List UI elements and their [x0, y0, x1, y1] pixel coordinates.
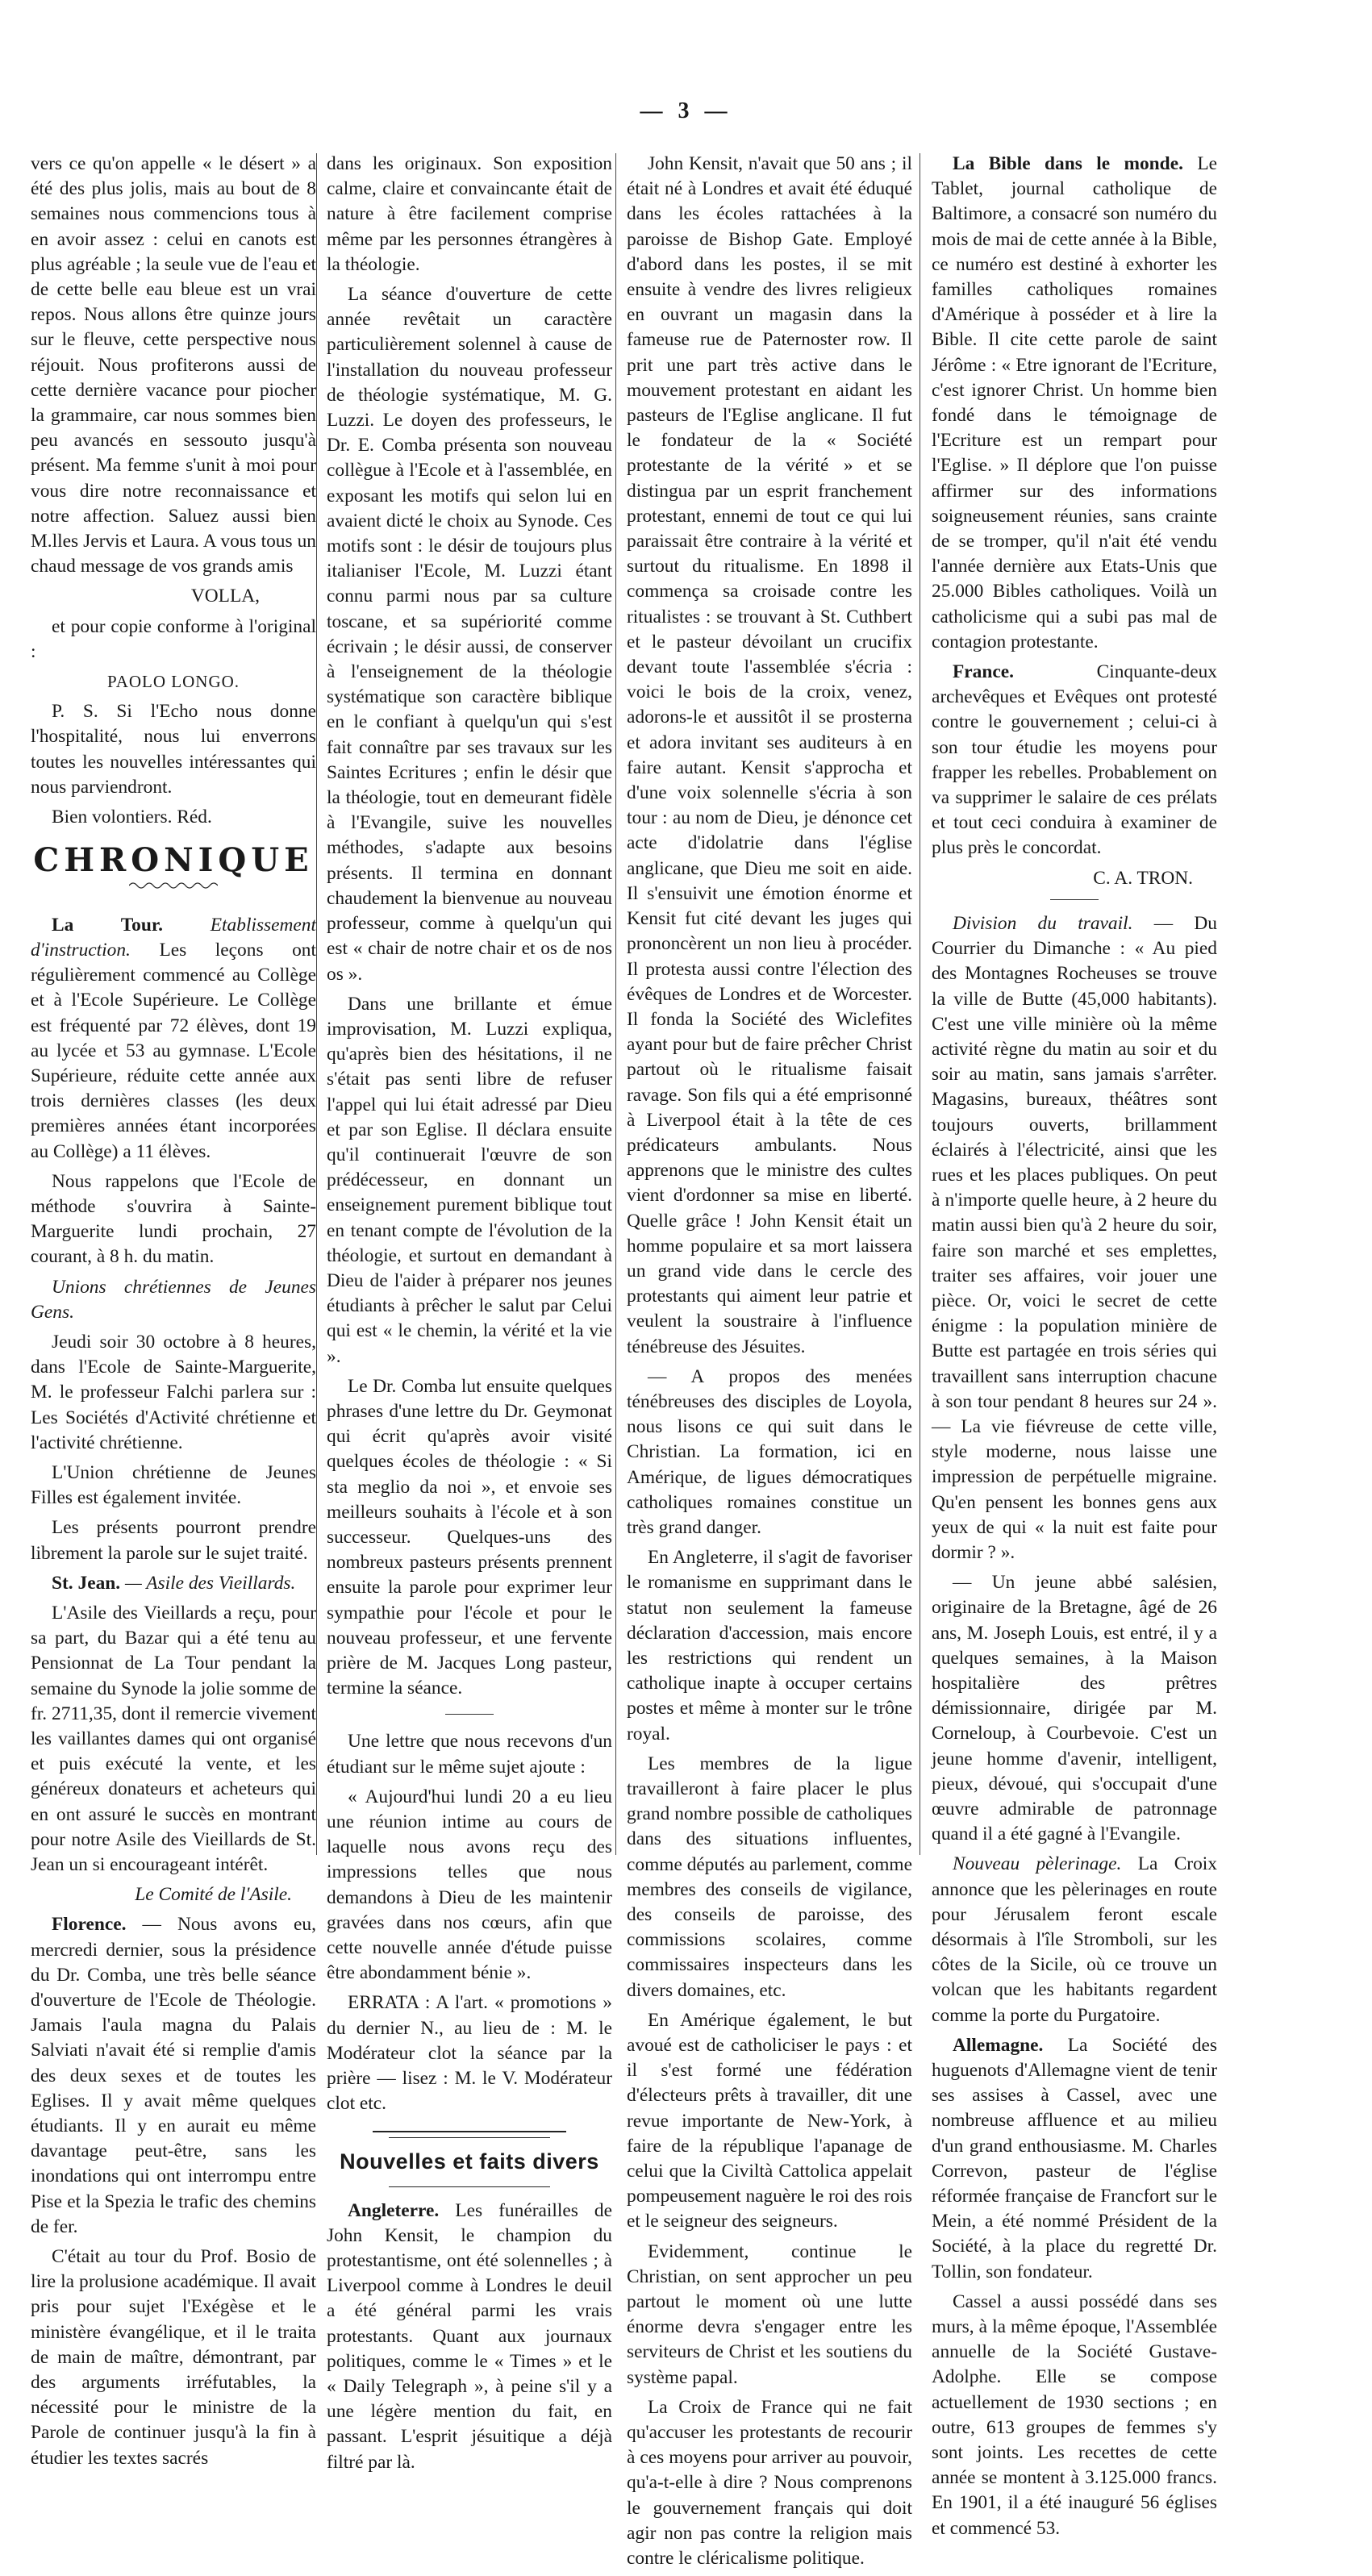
article-text: La séance d'ouverture de cette année revêtait un caractère particulièrement solennel à cause de l'installation du nouveau professeur de théologie systématique, M. G. Luzzi. Le doyen des professeurs, le Dr. E. Comba présenta son nouveau collègue à l'Ecole et à l'assemblée, en exposant les motifs qui selon lui en avaient dicté le choix au Synode. Ces motifs sont : le désir de toujours plus italianiser l'Ecole, M. Luzzi étant connu parmi nous par sa culture toscane, et sa supériorité comme écrivain ; le désir aussi, de conserver à l'enseignement de la théologie systématique son caractère biblique en le confiant à quelqu'un qui s'est fait connaître par ses travaux sur les Saintes Ecritures ; enfin le désir que la théologie, tout en demeurant fidèle à l'Evangile, suive les nouvelles méthodes, s'adapte aux besoins présents. Il termina en donnant chaudement la bienvenue au nouveau professeur, comme à quelqu'un qui est « chair de notre chair et os de nos os ».	[327, 284, 612, 985]
article-text: Dans une brillante et émue improvisation, M. Luzzi expliqua, qu'après bien des hésitations, il ne s'était pas senti libre de refuser l'appel qui lui était adressé par Dieu et par son Eglise. Il déclara ensuite qu'il continuerait l'œuvre de son prédécesseur, en donnant un enseignement purement biblique tout en tenant compte de l'évolution de la théologie, et surtout en demandant à Dieu de l'aider à préparer nos jeunes étudiants à prêcher le salut par Celui qui est « le chemin, la vérité et la vie ».	[327, 993, 612, 1367]
article-text: La Croix de France qui ne fait qu'accuser les protestants de recourir à ces moyens pour arriver au pouvoir, qu'a-t-elle à dire ? Nous comprenons le gouvernement français qui doit agir non pas contre la religion mais contre le cléricalisme politique.	[627, 2396, 912, 2570]
article-france	[932, 660, 1217, 861]
article-presents: Les présents pourront prendre librement la parole sur le sujet traité.	[31, 1517, 316, 1564]
article-st-jean	[31, 1571, 316, 1596]
column-3	[627, 152, 912, 2576]
article-text: — A propos des menées ténébreuses des disciples de Loyola, nous lisons ce qui suit dans le Christian. La formation, ici en Amérique, de ligues démocratiques catholiques romaines constitue un très grand danger.	[627, 1365, 912, 1538]
article-ecole-methode: Nous rappelons que l'Ecole de méthode s'ouvrira à Sainte-Marguerite lundi prochain, 27 courant, à 8 h. du matin.	[31, 1170, 316, 1268]
article-text: dans les originaux. Son exposition calme, claire et convaincante était de nature à être facilement comprise même par les personnes étrangères à la théologie.	[327, 153, 612, 275]
section-text: — Du Courrier du Dimanche : « Au pied des Montagnes Rocheuses se trouve la ville de Butte (45,000 habitants). C'est une ville minière où la même activité règne du matin au soir et du soir au matin, sans jamais s'arrêter. Magasins, bureaux, théâtres sont toujours ouverts, brillamment éclairés à l'électricité, ainsi que les rues et les places publiques. On peut à n'importe quelle heure, à 2 heure du matin aussi bien qu'à 2 heure du soir, faire son marché et ses emplettes, traiter ses affaires, voir jouer une pièce. Or, voici le secret de cette énigme : la population minière de Butte est partagée en trois séries qui travaillent sans interruption chacune à son tour pendant 8 heures sur 24 ». — La vie fiévreuse de cette ville, style moderne, nous laisse une impression de perpétuelle migraine. Qu'en pensent les bonnes gens aux yeux de qui « la nuit est faite pour dormir ? ».	[932, 912, 1217, 1563]
article-angleterre	[327, 2199, 612, 2475]
article-text: Le Dr. Comba lut ensuite quelques phrases d'une lettre du Dr. Geymonat qui écrit qu'après avoir visité quelques écoles de théologie : « Si sta meglio da noi », et envoie ses meilleurs souhaits à l'école et à son successeur. Quelques-uns des nombreux pasteurs présents prennent ensuite la parole pour exprimer leur sympathie pour l'école et pour le nouveau professeur, et une fervente prière de M. Jacques Long pasteur, termine la séance.	[327, 1375, 612, 1699]
letter-text: vers ce qu'on appelle « le désert » a été des plus jolis, mais au bout de 8 semaines nous commencions tous à en avoir assez : celui en canots est plus agréable ; la seule vue de l'eau et de cette belle eau bleue est un vrai repos. Nous allons être quinze jours sur le fleuve, cette perspective nous réjouit. Nous profiterons aussi de cette dernière vacance pour piocher la grammaire, car nous sommes bien peu avancés en sessouto jusqu'à présent. Ma femme s'unit à moi pour vous dire notre reconnaissance et notre affection. Saluez aussi bien M.lles Jervis et Laura. A vous tous un chaud message de vos grands amis	[31, 153, 316, 577]
article-bible	[932, 152, 1217, 655]
article-la-tour	[31, 913, 316, 1165]
section-text: Les leçons ont régulièrement commencé au Collège et à l'Ecole Supérieure. Le Collège est fréquenté par 72 élèves, dont 19 au lycée et 53 au gymnase. L'Ecole Supérieure, réduite cette année aux trois dernières classes (les deux premières années étant incorporées au Collège) a 11 élèves.	[31, 939, 316, 1162]
article-text: « Aujourd'hui lundi 20 a eu lieu une réunion intime au cours de laquelle nous avons reçu des impressions telles que nous demandons à Dieu de les maintenir gravées dans nos cœurs, afin que cette nouvelle année d'étude puisse être abondamment bénie ».	[327, 1786, 612, 1984]
section-head: St. Jean.	[52, 1572, 121, 1594]
section-head: La Tour.	[52, 914, 163, 936]
section-text: La Croix annonce que les pèlerinages en route pour Jérusalem feront escale désormais à l'île Stromboli, sur les côtes de la Sicile, où ce trouve un volcan que les habitants regardent comme la porte du Purgatoire.	[932, 1853, 1217, 2026]
section-text: Les funérailles de John Kensit, le champion du protestantisme, ont été solennelles ; à Liverpool comme à Londres le deuil a été général parmi les vrais protestants. Quant aux journaux politiques, comme le « Times » et le « Daily Telegraph », à peine s'il y a une légère mention du fait, en passant. L'esprit jésuitique a déjà filtré par là.	[327, 2199, 612, 2473]
section-text: — Nous avons eu, mercredi dernier, sous la présidence du Dr. Comba, une très belle séance d'ouverture de l'Ecole de Théologie. Jamais l'aula magna du Palais Salviati n'avait été si remplie d'amis des deux sexes et de toutes les Eglises. Il y avait même quelques étudiants. Il y en aurait eu même davantage peut-être, sans les inondations qui ont interrompu entre Pise et la Spezia le trafic des chemins de fer.	[31, 1914, 316, 2237]
nouvelles-heading: Nouvelles et faits divers	[340, 2149, 599, 2174]
column-2	[327, 152, 612, 2480]
section-text: Le Tablet, journal catholique de Baltimore, a consacré son numéro du mois de mai de cette année à la Bible, ce numéro est destiné à exhorter les familles catholiques romaines d'Amérique à posséder et à lire la Bible. Il cite cette parole de saint Jérôme : « Etre ignorant de l'Ecriture, c'est ignorer Christ. Un homme bien fondé dans le témoignage de l'Ecriture est un rempart pour l'Eglise. » Il déplore que l'on puisse affirmer sur des informations soigneusement réunies, sans crainte de se tromper, qu'il n'ait été vendu l'année dernière aux Etats-Unis que 25.000 Bibles catholiques. Voilà un catholicisme qui a subi pas mal de contagion protestante.	[932, 153, 1217, 652]
errata: ERRATA : A l'art. « promotions » du dernier N., au lieu de : M. le Modérateur clot la séance par la prière — lisez : M. le V. Modérateur clot etc.	[327, 1992, 612, 2115]
signature-tron: C. A. TRON.	[1093, 867, 1193, 889]
article-asile: L'Asile des Vieillards a reçu, pour sa part, du Bazar qui a été tenu au Pensionnat de La Tour pendant la semaine du Synode la jolie somme de fr. 2711,35, dont il remercie vivement les vaillantes dames qui ont organisé et puis exécuté la vente, et les généreux donateurs et acheteurs qui en ont assuré le succès en montrant pour notre Asile des Vieillards de St. Jean un si encourageant intérêt.	[31, 1602, 316, 1875]
section-sub: Nouveau pèlerinage.	[953, 1853, 1122, 1875]
article-text: Les membres de la ligue travailleront à faire placer le plus grand nombre possible de catholiques dans des situations influentes, comme députés au parlement, comme membres des conseils de vigilance, des conseils de paroisse, des commissions scolaires, comme commissaires inspecteurs dans les divers domaines, etc.	[627, 1753, 912, 2001]
section-sub: Division du travail.	[953, 912, 1133, 934]
section-head: Allemagne.	[953, 2034, 1044, 2056]
page-number: — 3 —	[640, 98, 732, 123]
article-division	[932, 911, 1217, 1565]
section-head: Angleterre.	[348, 2199, 440, 2221]
divider	[1050, 899, 1099, 900]
signature-volla: VOLLA,	[190, 586, 260, 607]
section-sub: Unions chrétiennes de Jeunes Gens.	[31, 1276, 316, 1323]
section-text: La Société des huguenots d'Allemagne vient de tenir ses assises à Cassel, avec une nombreuse affluence et au milieu d'un grand enthousiasme. M. Charles Correvon, pasteur de l'église réformée française de Francfort sur le Mein, a été nommé Président de la Société, à la place du regretté Dr. Tollin, son fondateur.	[932, 2034, 1217, 2282]
article-text: En Angleterre, il s'agit de favoriser le romanisme en supprimant dans le statut non seulement la fameuse déclaration d'accession, mais encore les restrictions qui rendent un catholique inapte à occuper certains postes et même à monter sur le trône royal.	[627, 1547, 912, 1744]
section-head: Florence.	[52, 1914, 127, 1936]
postscript: P. S. Si l'Echo nous donne l'hospitalité, nous lui enverrons toutes les nouvelles intéressantes qui nous parviendront.	[31, 701, 316, 798]
column-rule	[316, 153, 317, 1855]
article-text: Une lettre que nous recevons d'un étudiant sur le même sujet ajoute :	[327, 1731, 612, 1778]
section-sub: — Asile des Vieillards.	[124, 1572, 296, 1594]
divider	[389, 2137, 550, 2138]
article-text: Evidemment, continue le Christian, on sent approcher un peu partout le moment où une lutte énorme devra s'engager entre les serviteurs de Christ et les soutiens du système papal.	[627, 2240, 912, 2388]
divider	[389, 2186, 550, 2187]
article-cassel: Cassel a aussi possédé dans ses murs, à la même époque, l'Assemblée annuelle de la Société Gustave-Adolphe. Elle se compose actuellement de 1930 sections ; en outre, 613 groupes de femmes s'y sont joints. Les recettes de cette année se montent à 3.125.000 francs. En 1901, il a été inauguré 56 églises et commencé 53.	[932, 2290, 1217, 2539]
article-pelerinage	[932, 1852, 1217, 2028]
article-text: En Amérique également, le but avoué est de catholiciser le pays : et il s'est formé une fédération d'électeurs prêts à travailler, dit une revue importante de New-York, à faire de la république l'apanage de celui que la Civiltà Cattolica appelait pompeusement naguère le roi des rois et le seigneur des seigneurs.	[627, 2009, 913, 2232]
section-text: Cinquante-deux archevêques et Evêques ont protesté contre le gouvernement ; celui-ci à son tour étudie les moyens pour frapper les rebelles. Probablement on va supprimer le salaire de ces prélats et tout ceci conduira à examiner de plus près le concordat.	[932, 661, 1217, 859]
copy-note: et pour copie conforme à l'original :	[31, 615, 316, 662]
column-1	[31, 152, 316, 2476]
article-union-filles: L'Union chrétienne de Jeunes Filles est également invitée.	[31, 1461, 316, 1509]
chronique-heading: CHRONIQUE	[33, 841, 314, 880]
article-florence	[31, 1912, 316, 2240]
article-bosio: C'était au tour du Prof. Bosio de lire la prolusione académique. Il avait pris pour sujet l'Exégèse et le ministère évangélique, et il le traita de main de maître, démontrant, par des arguments irréfutables, la nécessité pour le ministre de la Parole de continuer jusqu'à la fin à étudier les textes sacrés	[31, 2246, 316, 2469]
column-4	[932, 152, 1217, 2546]
signature-comite: Le Comité de l'Asile.	[135, 1884, 292, 1906]
section-head: France.	[953, 661, 1014, 683]
article-unions: Jeudi soir 30 octobre à 8 heures, dans l'Ecole de Sainte-Marguerite, M. le professeur Falchi parlera sur : Les Sociétés d'Activité chrétienne et l'activité chrétienne.	[31, 1331, 316, 1453]
section-sub: Etablissement d'instruction.	[31, 914, 316, 961]
section-head: La Bible dans le monde.	[953, 153, 1183, 174]
column-rule	[615, 153, 616, 1855]
article-abbe: — Un jeune abbé salésien, originaire de la Bretagne, âgé de 26 ans, M. Joseph Louis, est entré, il y a quelques semaines, à la Maison hospitalière des prêtres démissionnaire, dirigée par M. Corneloup, à Courbevoie. C'est un jeune homme d'avenir, intelligent, pieux, dévoué, qui s'occupait d'une œuvre admirable de patronnage quand il a été gagné à l'Evangile.	[932, 1572, 1217, 1845]
signature-longo: PAOLO LONGO.	[106, 672, 240, 692]
article-kensit: John Kensit, n'avait que 50 ans ; il était né à Londres et avait été éduqué dans les écoles rattachées à la paroisse de Bishop Gate. Employé d'abord dans les postes, il se mit ensuite à vendre des livres religieux en ouvrant un magasin dans la fameuse rue de Paternoster row. Il prit une part très active dans le mouvement protestant en aidant les pasteurs de l'Eglise anglicane. Il fut le fondateur de la « Société protestante de la vérité » et se distingua par un esprit franchement protestant, ennemi de tout ce qui lui paraissait être contraire à la vérité et surtout du ritualisme. En 1898 il commença sa croisade contre les ritualistes : se trouvant à St. Cuthbert et le pasteur dévoilant un crucifix devant toute l'assemblée s'écria : voici le bois de la croix, venez, adorons-le et aussitôt il se prosterna et adora invitant ses auditeurs à en faire autant. Kensit s'approcha et d'une voix solennelle s'écria à son tour : au nom de Dieu, je dénonce cet acte d'idolatrie dans l'église anglicane, que Dieu me soit en aide. Il s'ensuivit une émotion énorme et Kensit fut cité devant les juges qui prononcèrent un non lieu à procéder. Il protesta aussi contre l'élection des évêques de Londres et de Worcester. Il fonda la Société des Wiclefites ayant pour but de faire prêcher Christ partout où le ritualisme faisait ravage. Son fils qui a été emprisonné à Liverpool était à la tête de ces prédicateurs ambulants. Nous apprenons que le ministre des cultes vient d'ordonner sa mise en liberté. Quelle grâce ! John Kensit était un homme populaire et sa mort laissera un grand vide dans le cercle des protestants qui aiment leur patrie et veulent la soustraire à l'influence ténébreuse des Jésuites.	[627, 153, 912, 1357]
divider	[373, 2131, 566, 2132]
divider	[445, 1714, 494, 1715]
editor-reply: Bien volontiers. Réd.	[52, 807, 212, 828]
article-allemagne	[932, 2033, 1217, 2285]
